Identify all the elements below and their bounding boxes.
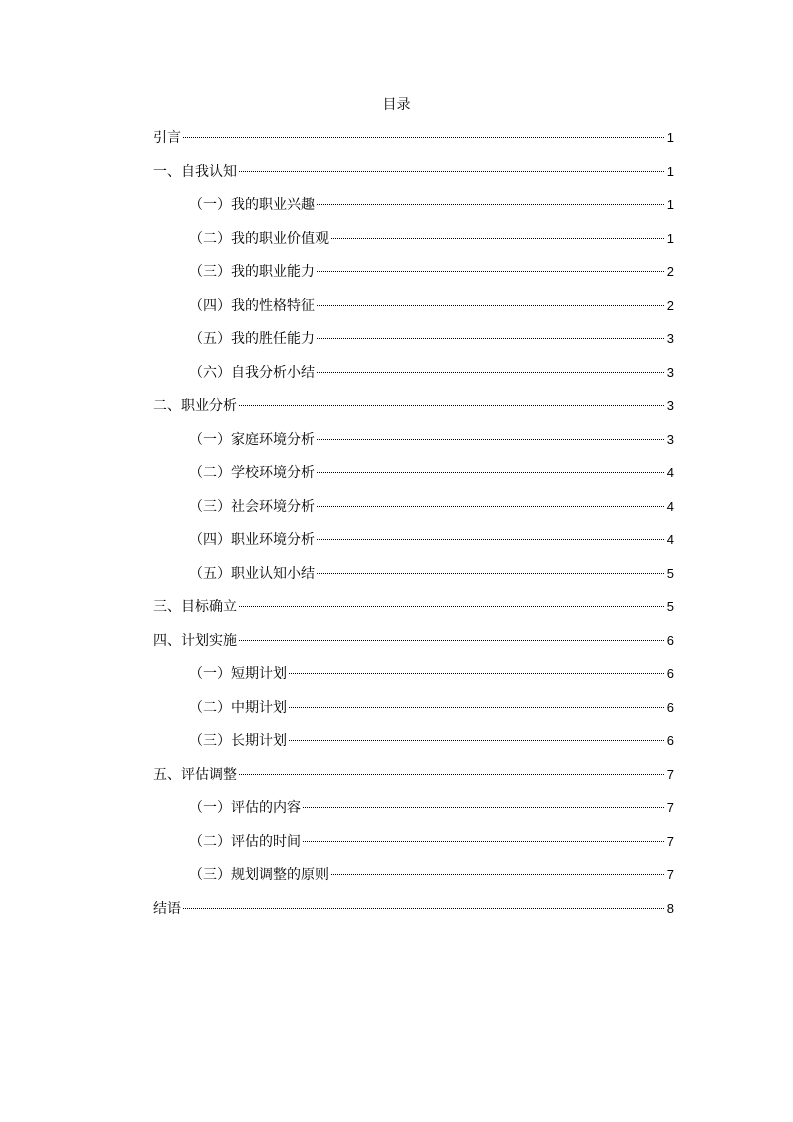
toc-page-number: 3 [666, 431, 674, 447]
toc-entry[interactable] [153, 497, 674, 531]
toc-entry-title: （一）短期计划 [189, 666, 287, 682]
toc-page-number: 7 [666, 833, 674, 849]
toc-page-number: 5 [666, 599, 674, 614]
toc-page-number: 2 [666, 297, 674, 313]
toc-entry[interactable] [153, 463, 674, 497]
dot-leader [317, 372, 664, 373]
dot-leader [317, 573, 664, 574]
toc-page-number: 5 [666, 565, 674, 581]
toc-entry[interactable] [153, 664, 674, 698]
toc-page-number: 7 [666, 766, 674, 782]
toc-entry[interactable] [153, 296, 674, 330]
toc-entry-title: （一）评估的内容 [189, 800, 301, 816]
dot-leader [239, 640, 664, 641]
toc-entry-title: （三）社会环境分析 [189, 498, 315, 515]
toc-entry[interactable] [153, 363, 674, 397]
toc-entry-title: （三）长期计划 [189, 733, 287, 749]
dot-leader [317, 305, 664, 306]
toc-entry-title: （一）家庭环境分析 [189, 431, 315, 448]
dot-leader [303, 807, 664, 808]
toc-entry-title: 四、计划实施 [153, 632, 237, 649]
toc-entry-title: （二）学校环境分析 [189, 465, 315, 481]
dot-leader [317, 472, 664, 473]
toc-page-number: 3 [666, 364, 674, 380]
toc-page-number: 6 [666, 699, 674, 715]
dot-leader [317, 506, 664, 507]
toc-entry[interactable] [153, 564, 674, 598]
toc-entry[interactable] [153, 765, 674, 799]
dot-leader [183, 137, 664, 138]
dot-leader [317, 204, 664, 205]
dot-leader [317, 539, 664, 540]
toc-entry-title: （三）规划调整的原则 [189, 867, 329, 883]
toc-page-number: 6 [666, 733, 674, 748]
toc-page-number: 4 [666, 465, 674, 480]
toc-entry[interactable] [153, 329, 674, 363]
toc-entry[interactable] [153, 195, 674, 229]
table-of-contents [153, 128, 674, 932]
toc-page-number: 1 [666, 230, 674, 246]
dot-leader [331, 238, 664, 239]
toc-entry-title: 引言 [153, 130, 181, 146]
toc-entry[interactable] [153, 430, 674, 464]
toc-entry[interactable] [153, 631, 674, 665]
toc-entry[interactable] [153, 865, 674, 899]
toc-entry-title: （四）我的性格特征 [189, 297, 315, 314]
toc-page-number: 2 [666, 264, 674, 279]
toc-entry-title: 二、职业分析 [153, 398, 237, 414]
dot-leader [289, 673, 664, 674]
dot-leader [183, 908, 664, 909]
toc-entry[interactable] [153, 832, 674, 866]
dot-leader [317, 439, 664, 440]
dot-leader [331, 874, 664, 875]
toc-page-number: 7 [666, 867, 674, 882]
toc-entry-title: （四）职业环境分析 [189, 532, 315, 548]
toc-page-number: 4 [666, 532, 674, 547]
dot-leader [239, 774, 664, 775]
toc-page-number: 1 [666, 163, 674, 179]
toc-entry[interactable] [153, 530, 674, 564]
toc-entry-title: （五）职业认知小结 [189, 565, 315, 582]
page-title: 目录 [382, 97, 411, 113]
dot-leader [239, 606, 664, 607]
toc-page-number: 6 [666, 666, 674, 681]
toc-entry-title: 三、目标确立 [153, 599, 237, 615]
dot-leader [317, 271, 664, 272]
toc-entry-title: （五）我的胜任能力 [189, 331, 315, 347]
dot-leader [289, 707, 664, 708]
dot-leader [303, 841, 664, 842]
toc-entry[interactable] [153, 229, 674, 263]
dot-leader [239, 405, 664, 406]
toc-entry-title: （二）中期计划 [189, 699, 287, 716]
toc-page-number: 6 [666, 632, 674, 648]
toc-page-number: 1 [666, 197, 674, 212]
dot-leader [239, 171, 664, 172]
toc-page-number: 7 [666, 800, 674, 815]
toc-entry[interactable] [153, 162, 674, 196]
dot-leader [317, 338, 664, 339]
toc-entry-title: （二）评估的时间 [189, 833, 301, 850]
toc-entry[interactable] [153, 731, 674, 765]
toc-entry-title: （六）自我分析小结 [189, 364, 315, 381]
dot-leader [289, 740, 664, 741]
toc-entry[interactable] [153, 396, 674, 430]
toc-entry-title: 五、评估调整 [153, 766, 237, 783]
toc-page-number: 3 [666, 398, 674, 413]
toc-page-number: 8 [666, 900, 674, 916]
toc-entry-title: 一、自我认知 [153, 163, 237, 180]
toc-page-number: 4 [666, 498, 674, 514]
toc-entry-title: 结语 [153, 900, 181, 917]
toc-entry[interactable] [153, 262, 674, 296]
toc-entry[interactable] [153, 597, 674, 631]
toc-entry-title: （一）我的职业兴趣 [189, 197, 315, 213]
toc-entry-title: （二）我的职业价值观 [189, 230, 329, 247]
toc-entry[interactable] [153, 128, 674, 162]
toc-entry-title: （三）我的职业能力 [189, 264, 315, 280]
toc-entry[interactable] [153, 698, 674, 732]
toc-entry[interactable] [153, 798, 674, 832]
toc-page-number: 3 [666, 331, 674, 346]
toc-page-number: 1 [666, 130, 674, 145]
toc-entry[interactable] [153, 899, 674, 933]
